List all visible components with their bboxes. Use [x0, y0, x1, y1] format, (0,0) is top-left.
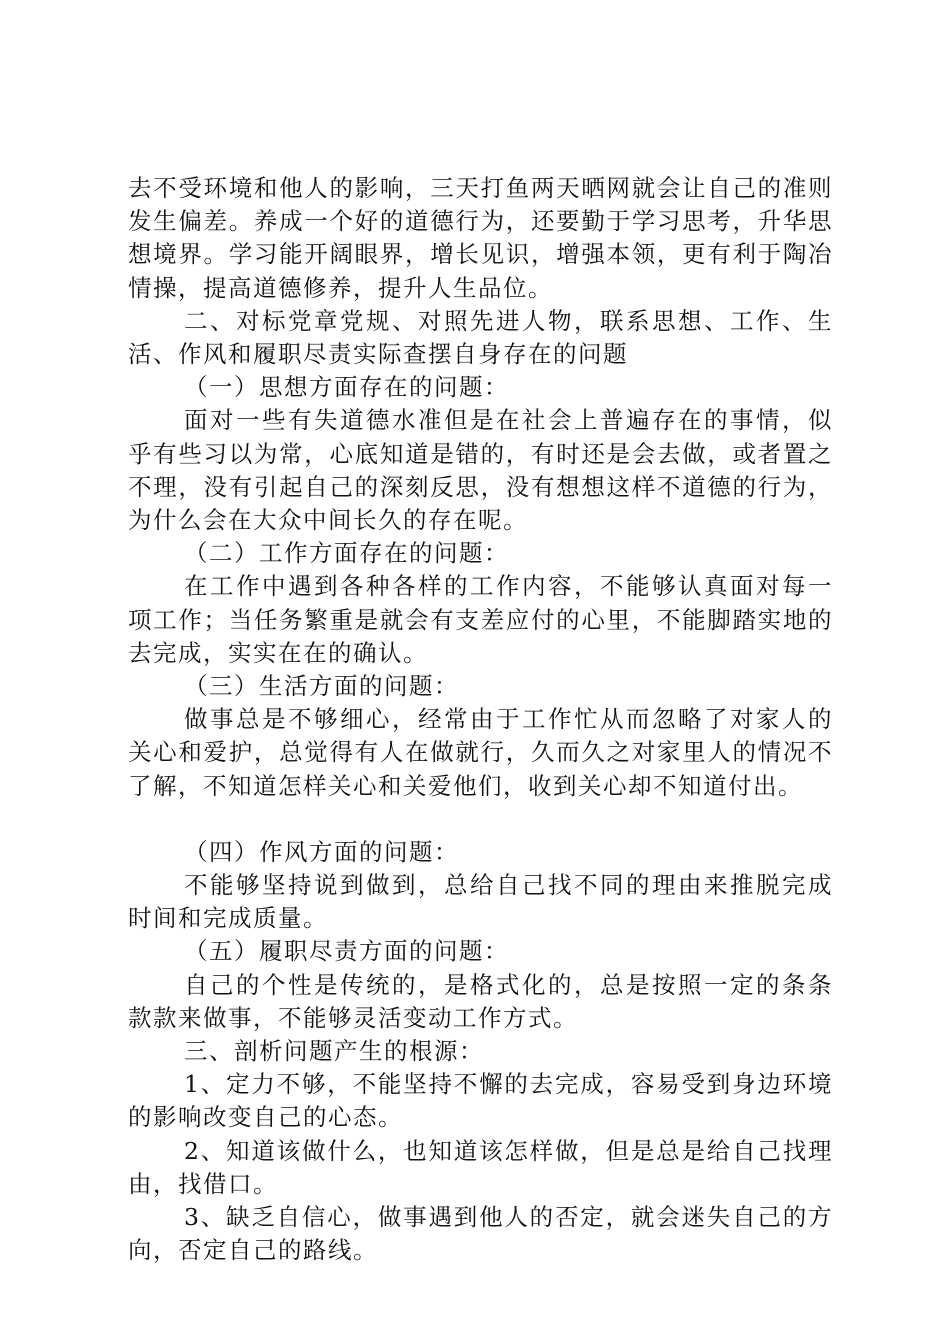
list-item-2: 2、知道该做什么，也知道该怎样做，但是总是给自己找理由，找借口。	[128, 1136, 833, 1198]
paragraph-duty: 自己的个性是传统的，是格式化的，总是按照一定的条条款款来做事，不能够灵活变动工作方式。	[128, 970, 833, 1032]
list-item-1: 1、定力不够，不能坚持不懈的去完成，容易受到身边环境的影响改变自己的心态。	[128, 1070, 833, 1132]
subheading-thought: （一）思想方面存在的问题：	[184, 373, 509, 402]
paragraph-work: 在工作中遇到各种各样的工作内容，不能够认真面对每一项工作；当任务繁重是就会有支差应付的心里，不能脚踏实地的去完成，实实在在的确认。	[128, 572, 833, 667]
document-page	[128, 172, 833, 1268]
list-item-3: 3、缺乏自信心，做事遇到他人的否定，就会迷失自己的方向，否定自己的路线。	[128, 1203, 833, 1265]
blank-line	[128, 803, 833, 836]
paragraph-thought: 面对一些有失道德水准但是在社会上普遍存在的事情，似乎有些习以为常，心底知道是错的，有时还是会去做，或者置之不理，没有引起自己的深刻反思，没有想想这样不道德的行为，为什么会在大众中间长久的存在呢。	[128, 406, 833, 535]
paragraph-style: 不能够坚持说到做到，总给自己找不同的理由来推脱完成时间和完成质量。	[128, 871, 833, 933]
section-heading-3: 三、剖析问题产生的根源：	[184, 1037, 484, 1066]
subheading-duty: （五）履职尽责方面的问题：	[184, 937, 509, 966]
paragraph-continuation: 去不受环境和他人的影响，三天打鱼两天晒网就会让自己的准则发生偏差。养成一个好的道德行为，还要勤于学习思考，升华思想境界。学习能开阔眼界，增长见识，增强本领，更有利于陶冶情操，提高道德修养，提升人生品位。	[128, 174, 833, 302]
paragraph-life: 做事总是不够细心，经常由于工作忙从而忽略了对家人的关心和爱护，总觉得有人在做就行，久而久之对家里人的情况不了解，不知道怎样关心和关爱他们，收到关心却不知道付出。	[128, 705, 833, 800]
subheading-work: （二）工作方面存在的问题：	[184, 539, 509, 568]
section-heading-2: 二、对标党章党规、对照先进人物，联系思想、工作、生活、作风和履职尽责实际查摆自身存在的问题	[128, 306, 833, 369]
subheading-life: （三）生活方面的问题：	[184, 672, 459, 701]
subheading-style: （四）作风方面的问题：	[184, 837, 459, 866]
